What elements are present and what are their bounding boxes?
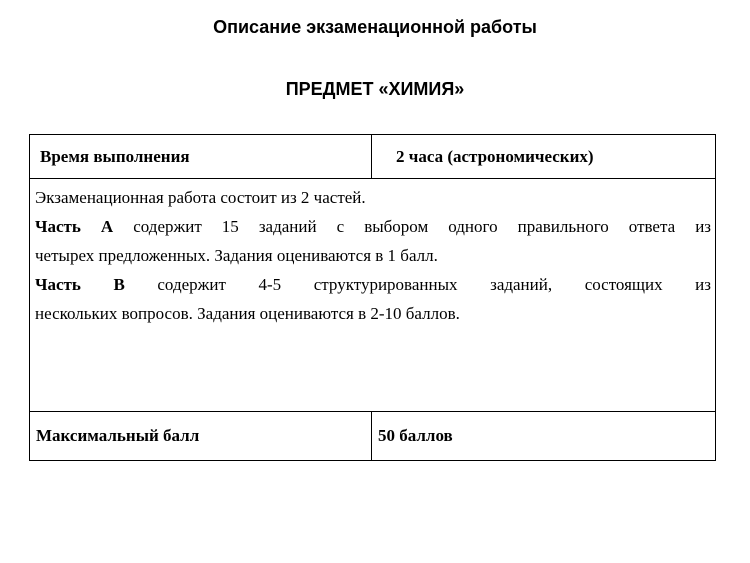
part-a-text-1: содержит 15 заданий с выбором одного правильного ответа из: [133, 217, 712, 236]
part-a-label: Часть А: [35, 217, 114, 236]
description-row: [30, 179, 716, 412]
part-b-line-1: [35, 270, 711, 299]
page-title: Описание экзаменационной работы: [213, 17, 537, 37]
duration-value: 2 часа (астрономических): [372, 135, 716, 179]
max-score-row: [30, 412, 716, 461]
part-b-label: Часть В: [35, 275, 125, 294]
duration-label: Время выполнения: [30, 135, 372, 179]
part-a-line-1: [35, 212, 711, 241]
subject-heading: ПРЕДМЕТ «ХИМИЯ»: [285, 79, 465, 99]
part-a-text-2: четырех предложенных. Задания оцениваются в 1 балл.: [35, 246, 438, 265]
description-cell: [30, 179, 716, 412]
max-score-value: 50 баллов: [372, 412, 716, 461]
max-score-label: Максимальный балл: [30, 412, 372, 461]
duration-row: [30, 135, 716, 179]
part-b-text-2: нескольких вопросов. Задания оцениваются в 2-10 баллов.: [35, 304, 460, 323]
exam-info-table: [29, 134, 716, 461]
description-intro: Экзаменационная работа состоит из 2 частей.: [35, 188, 366, 207]
part-b-text-1: содержит 4-5 структурированных заданий, состоящих из: [157, 275, 711, 294]
